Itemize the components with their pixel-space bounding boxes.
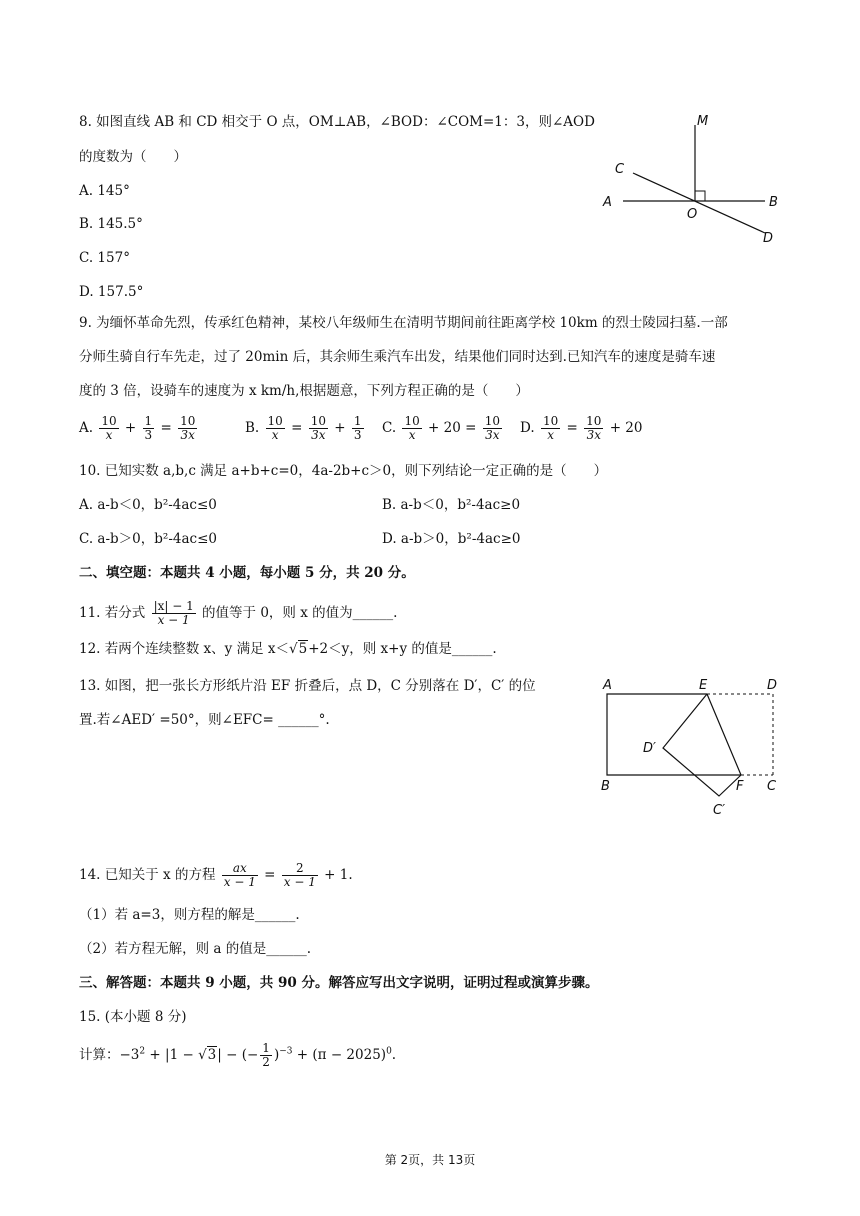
- q15-calc: 计算：$-3^2 + |1 - √3|$ − (− $\frac{1}{2}$ )$^{-3} + (\pi - 2025)^0$.: [79, 1041, 397, 1069]
- q13-label-b: B: [601, 779, 610, 794]
- q9-line2: 分师生骑自行车先走，过了 20min 后，其余师生乘汽车出发，结果他们同时达到.已知汽车的速度是骑车速: [79, 349, 716, 365]
- q13-line1: 13. 如图，把一张长方形纸片沿 EF 折叠后，点 D，C 分别落在 D′，C′ 的位: [79, 678, 536, 694]
- q11-post: 的值等于 0，则 x 的值为______.: [202, 605, 398, 621]
- q10-option-a: A. a-b＜0，b²-4ac≤0: [79, 497, 217, 513]
- q9-option-c: C. $\frac{10}{x}$ + 20 = $\frac{10}{3x}$: [382, 414, 500, 442]
- q9-option-d: D. $\frac{10}{x}$ = $\frac{10}{3x}$ + 20: [520, 414, 643, 442]
- q9-line1: 9. 为缅怀革命先烈，传承红色精神，某校八年级师生在清明节期间前往距离学校 10km 的烈士陵园扫墓.一部: [79, 315, 728, 331]
- q11-pre: 11. 若分式: [79, 605, 146, 621]
- q14-sub2: （2）若方程无解，则 a 的值是______.: [79, 941, 312, 957]
- q13-label-d-prime: D′: [643, 741, 656, 756]
- q14: 14. 已知关于 x 的方程 $\frac{ax}{x - 1}$ = $\frac{2}{x - 1}$ + 1.: [79, 861, 353, 889]
- q14-post: .: [348, 867, 353, 883]
- q13-label-f: F: [736, 779, 744, 794]
- q9-option-b-label: B.: [245, 420, 260, 436]
- q8-label-c: C: [615, 162, 625, 177]
- q12-pre: 12. 若两个连续整数 x、y 满足 x＜: [79, 641, 289, 657]
- q9-line3: 度的 3 倍，设骑车的速度为 x km/h,根据题意，下列方程正确的是（ ）: [79, 383, 529, 399]
- q14-pre: 14. 已知关于 x 的方程: [79, 867, 216, 883]
- q15-title: 15. (本小题 8 分): [79, 1009, 187, 1025]
- q10-option-d: D. a-b＞0，b²-4ac≥0: [382, 531, 521, 547]
- q8-figure: [595, 105, 795, 250]
- q13-label-e: E: [699, 678, 708, 693]
- q8-stem-line2: 的度数为（ ）: [79, 149, 187, 165]
- q8-option-b: B. 145.5°: [79, 216, 143, 232]
- section3-heading: 三、解答题：本题共 9 小题，共 90 分。解答应写出文字说明，证明过程或演算步骤。: [79, 975, 599, 991]
- q9-option-a-label: A.: [79, 420, 94, 436]
- q8-option-a: A. 145°: [79, 183, 130, 199]
- q12: 12. 若两个连续整数 x、y 满足 x＜√5+2＜y，则 x+y 的值是______.: [79, 641, 497, 657]
- q8-stem-line1: 8. 如图直线 AB 和 CD 相交于 O 点，OM⊥AB，∠BOD：∠COM=1：3，则∠AOD: [79, 114, 595, 130]
- q13-line2: 置.若∠AED′ =50°，则∠EFC= ______°.: [79, 712, 330, 728]
- q13-figure: [595, 672, 795, 822]
- q13-label-d: D: [767, 678, 778, 693]
- q14-sub1: （1）若 a=3，则方程的解是______.: [79, 907, 300, 923]
- section2-heading: 二、填空题：本题共 4 小题，每小题 5 分，共 20 分。: [79, 565, 415, 581]
- q8-label-o: O: [687, 207, 698, 222]
- q9-option-d-label: D.: [520, 420, 535, 436]
- q10-option-b: B. a-b＜0，b²-4ac≥0: [382, 497, 521, 513]
- q13-label-c: C: [767, 779, 777, 794]
- q8-option-c: C. 157°: [79, 250, 130, 266]
- q10-stem: 10. 已知实数 a,b,c 满足 a+b+c=0，4a-2b+c＞0，则下列结论一定正确的是（ ）: [79, 463, 608, 479]
- q8-option-d: D. 157.5°: [79, 284, 144, 300]
- q9-option-c-label: C.: [382, 420, 397, 436]
- q9-option-b: B. $\frac{10}{x}$ = $\frac{10}{3x}$ + $\frac{1}{3}$: [245, 414, 362, 442]
- q8-label-m: M: [697, 114, 709, 129]
- q10-option-c: C. a-b＞0，b²-4ac≤0: [79, 531, 217, 547]
- q13-label-a: A: [603, 678, 612, 693]
- page-footer: 第 2页，共 13页: [384, 1153, 476, 1167]
- q9-option-a: A. $\frac{10}{x}$ + $\frac{1}{3}$ = $\frac{10}{3x}$: [79, 414, 196, 442]
- q15-calc-label: 计算：: [79, 1047, 120, 1063]
- q8-label-a: A: [603, 195, 612, 210]
- q12-post: +2＜y，则 x+y 的值是______.: [308, 641, 497, 657]
- q11: 11. 若分式 $\frac{|x| - 1}{x - 1}$ 的值等于 0，则 x 的值为______.: [79, 599, 398, 627]
- q8-label-b: B: [769, 195, 778, 210]
- q8-label-d: D: [763, 231, 774, 246]
- q13-label-c-prime: C′: [713, 803, 726, 818]
